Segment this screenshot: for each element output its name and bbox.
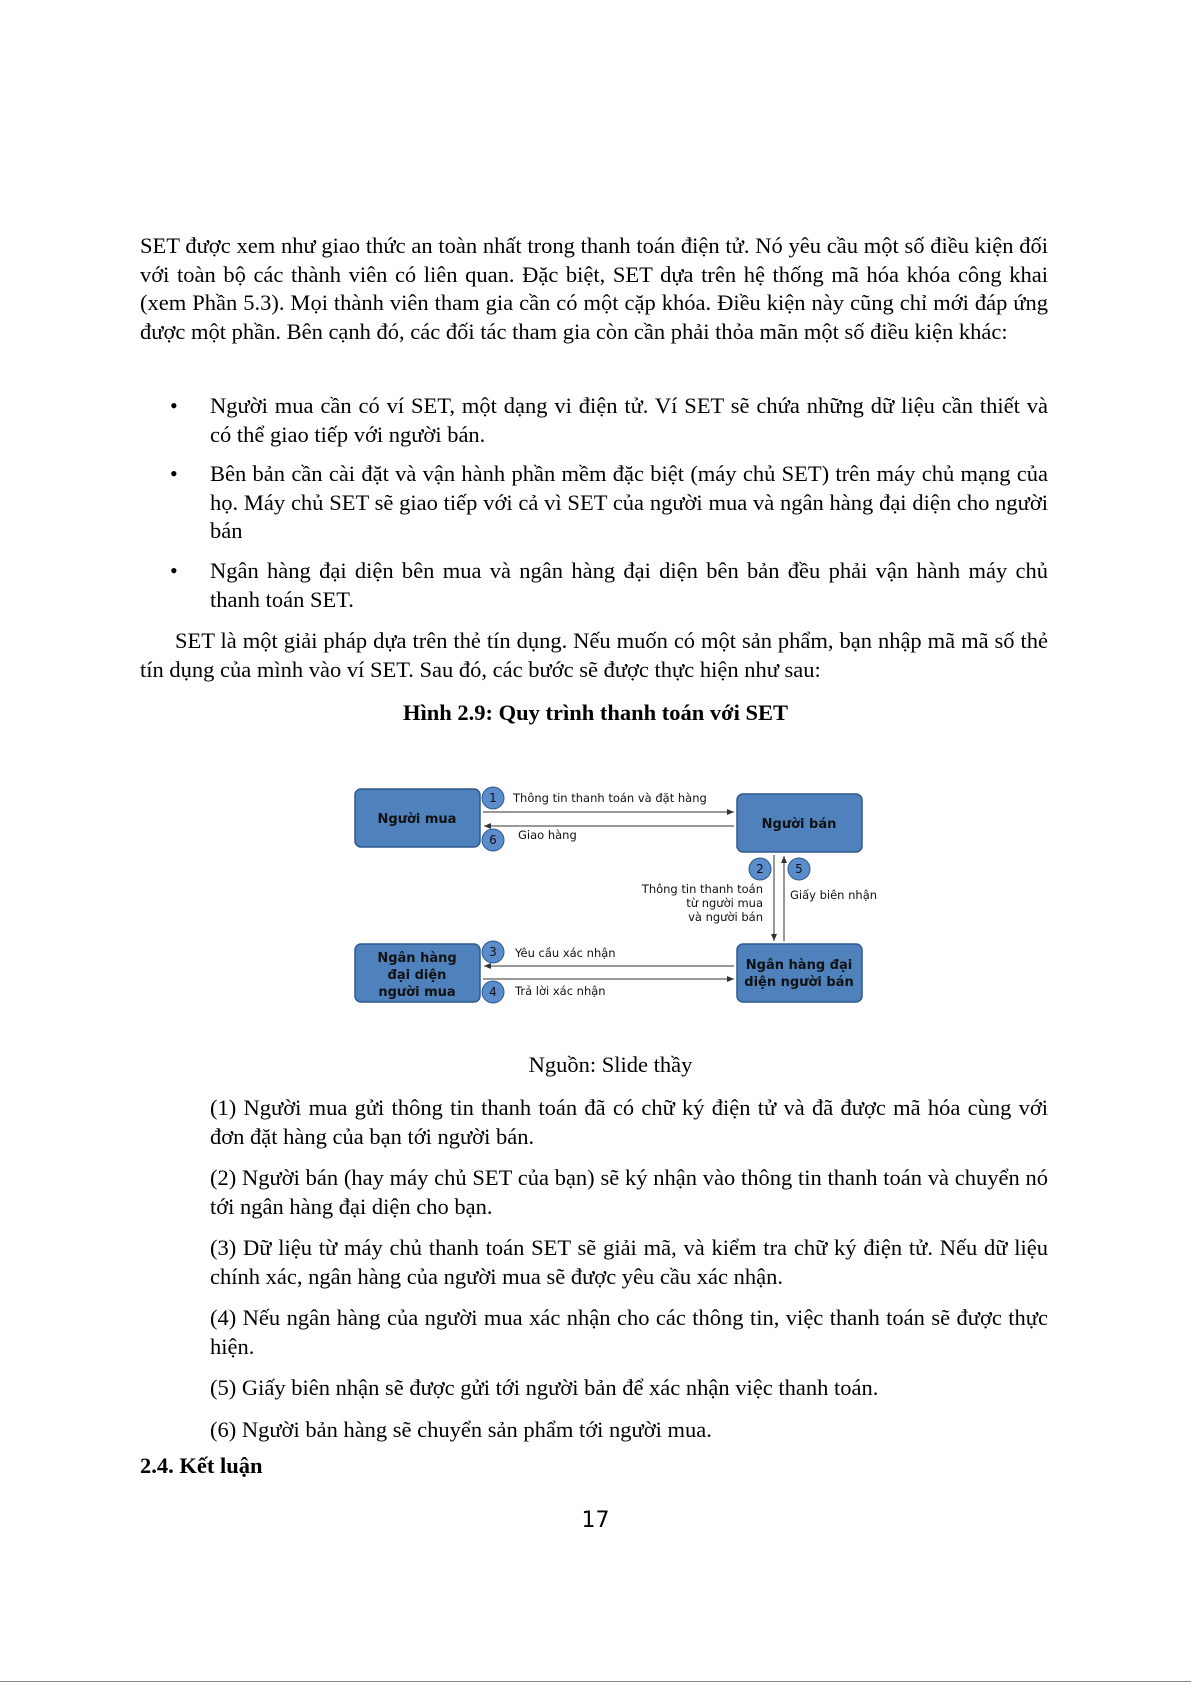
node-seller-bank [737,944,862,1002]
figure-source: Nguồn: Slide thầy [528,1052,693,1077]
edge-2-label-1: Thông tin thanh toán [641,882,763,896]
list-item-text: Người mua cần có ví SET, một dạng vi điện tử. Ví SET sẽ chứa những dữ liệu cần thiết và có thể giao tiếp với người bán. [210,393,1048,447]
step-2-number: 2 [756,862,764,876]
bullet-icon: • [170,461,178,486]
figure-caption: Hình 2.9: Quy trình thanh toán với SET [402,700,789,725]
bullet-icon: • [170,393,178,418]
edge-2-label-3: và người bán [688,910,763,924]
node-seller-label: Người bán [761,817,837,832]
step-5-number: 5 [795,862,803,876]
list-item-text: Ngân hàng đại diện bên mua và ngân hàng đại diện bên bản đều phải vận hành máy chủ thanh toán SET. [210,558,1048,612]
footer-divider [0,1681,1191,1682]
node-buyer-bank-label-1: Ngân hàng [377,951,457,966]
node-seller-bank-label-2: diện người bán [744,975,854,990]
intro-paragraph: SET được xem như giao thức an toàn nhất trong thanh toán điện tử. Nó yêu cầu một số điều kiện đối với toàn bộ các thành viên có liên quan. Đặc biệt, SET dựa trên hệ thống mã hóa khóa công khai (xem Phần 5.3). Mọi thành viên tham gia cần có một cặp khóa. Điều kiện này cũng chỉ mới đáp ứng được một phần. Bên cạnh đó, các đối tác tham gia còn cần phải thỏa mãn một số điều kiện khác: [140,233,1048,344]
step-1-number: 1 [489,791,497,805]
page-number: 17 [581,1508,610,1533]
edge-1-label: Thông tin thanh toán và đặt hàng [513,791,707,805]
list-item-text: Bên bản cần cài đặt và vận hành phần mềm đặc biệt (máy chủ SET) trên máy chủ mạng của họ. Máy chủ SET sẽ giao tiếp với cả vì SET của người mua và ngân hàng đại diện cho người bán [210,461,1048,543]
paragraph-2: SET là một giải pháp dựa trên thẻ tín dụng. Nếu muốn có một sản phẩm, bạn nhập mã mã số thẻ tín dụng của mình vào ví SET. Sau đó, các bước sẽ được thực hiện như sau: [140,628,1048,682]
step-6-number: 6 [489,833,497,847]
step-4-number: 4 [489,985,497,999]
step-3-number: 3 [489,945,497,959]
step-item: (5) Giấy biên nhận sẽ được gửi tới người bản để xác nhận việc thanh toán. [210,1375,879,1400]
step-item: (3) Dữ liệu từ máy chủ thanh toán SET sẽ giải mã, và kiểm tra chữ ký điện tử. Nếu dữ liệu chính xác, ngân hàng của người mua sẽ được yêu cầu xác nhận. [210,1235,1048,1289]
step-item: (6) Người bản hàng sẽ chuyển sản phẩm tới người mua. [210,1417,712,1442]
edge-5-label: Giấy biên nhận [790,888,878,902]
set-flow-diagram [350,780,910,1015]
node-seller-bank-label-1: Ngân hàng đại [745,958,853,973]
section-heading: 2.4. Kết luận [140,1453,263,1478]
edge-2-label-2: từ người mua [686,896,763,910]
node-buyer-bank-label-3: người mua [378,985,456,1000]
step-item: (1) Người mua gửi thông tin thanh toán đã có chữ ký điện tử và đã được mã hóa cùng với đơn đặt hàng của bạn tới người bán. [210,1095,1048,1149]
node-buyer-label: Người mua [377,812,457,827]
edge-4-label: Trả lời xác nhận [515,984,606,998]
step-item: (2) Người bán (hay máy chủ SET của bạn) sẽ ký nhận vào thông tin thanh toán và chuyển nó tới ngân hàng đại diện cho bạn. [210,1165,1048,1219]
bullet-icon: • [170,558,178,583]
node-buyer-bank-label-2: đại diện [387,968,447,983]
edge-3-label: Yêu cầu xác nhận [515,946,616,960]
edge-6-label: Giao hàng [518,828,577,842]
step-item: (4) Nếu ngân hàng của người mua xác nhận cho các thông tin, việc thanh toán sẽ được thực hiện. [210,1305,1048,1359]
